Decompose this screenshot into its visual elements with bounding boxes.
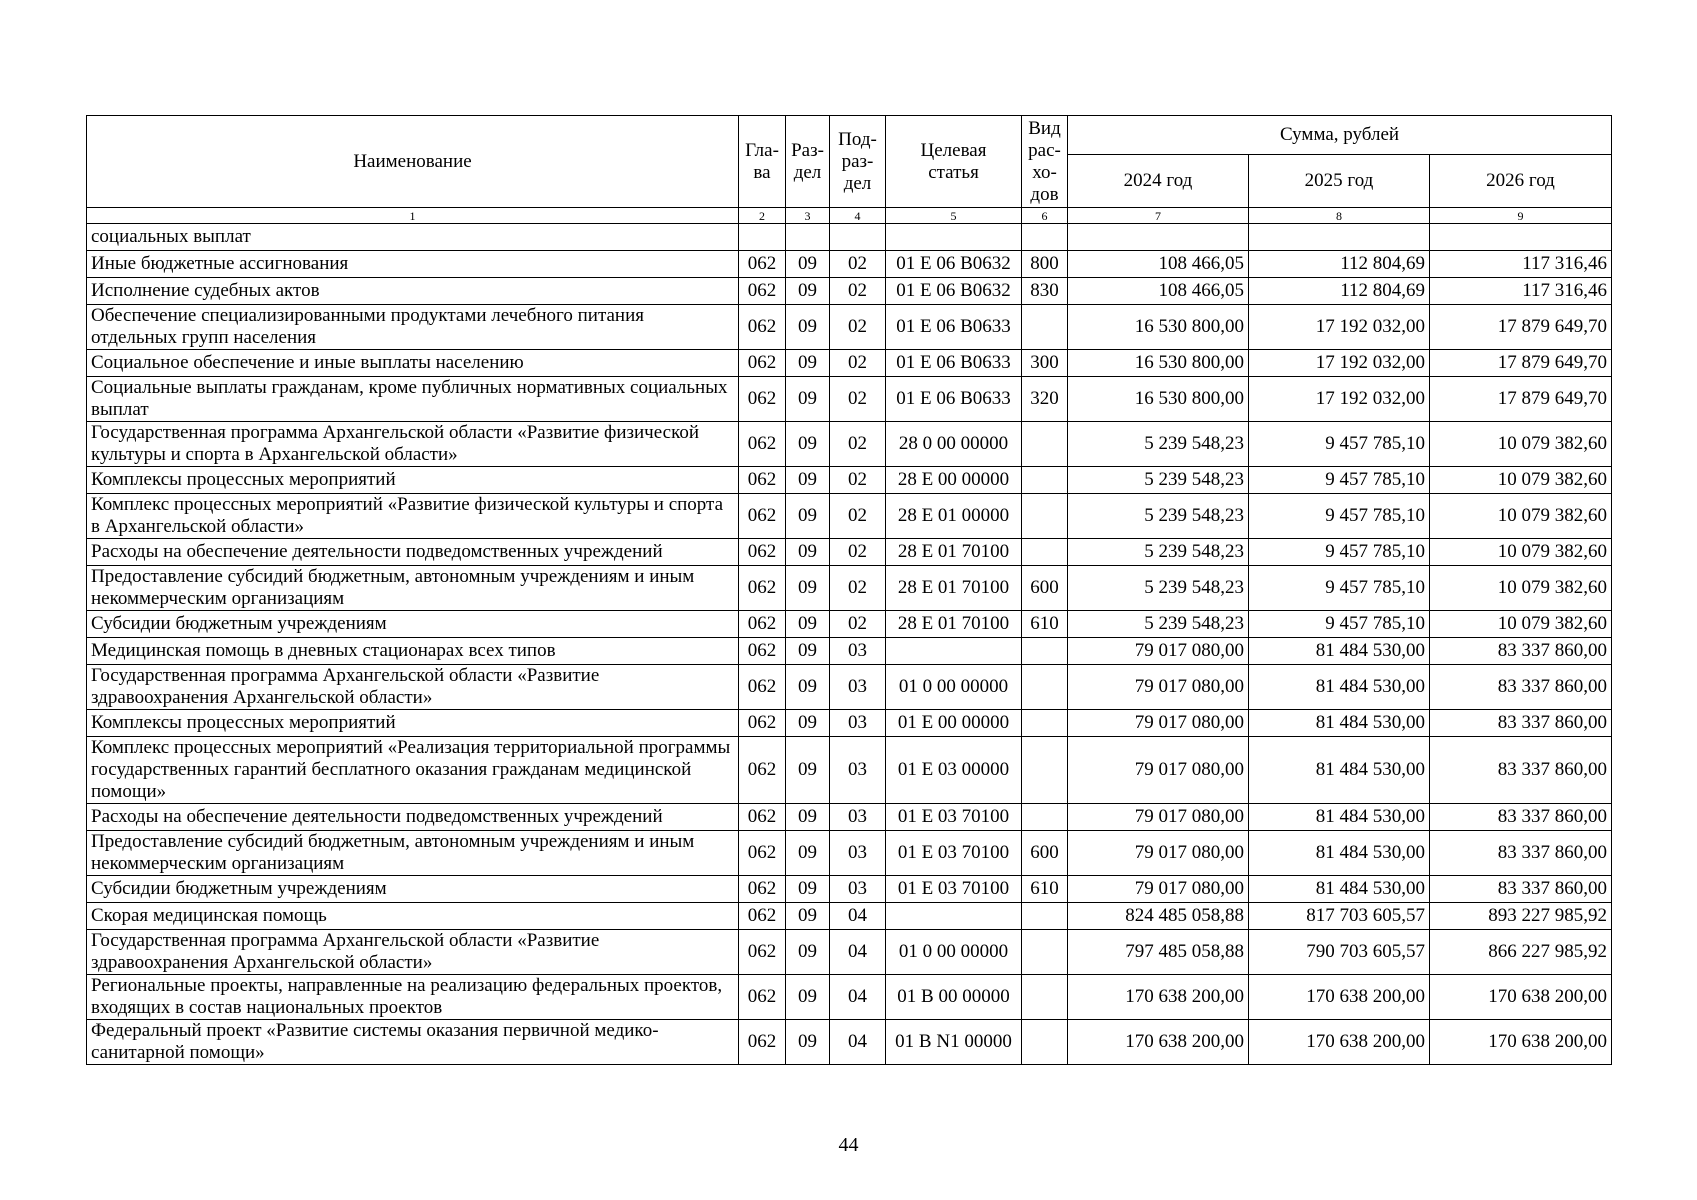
row-sum-2025: 9 457 785,10 bbox=[1249, 611, 1430, 638]
row-celevaya-statya: 28 Е 00 00000 bbox=[886, 467, 1022, 494]
row-sum-2026: 10 079 382,60 bbox=[1430, 566, 1612, 611]
row-celevaya-statya: 01 Е 00 00000 bbox=[886, 710, 1022, 737]
row-sum-2024: 79 017 080,00 bbox=[1068, 737, 1249, 804]
row-glava: 062 bbox=[739, 350, 786, 377]
row-vid-rashodov bbox=[1022, 665, 1068, 710]
row-sum-2024: 108 466,05 bbox=[1068, 251, 1249, 278]
row-sum-2025: 81 484 530,00 bbox=[1249, 876, 1430, 903]
row-sum-2026: 10 079 382,60 bbox=[1430, 539, 1612, 566]
row-sum-2025: 790 703 605,57 bbox=[1249, 930, 1430, 975]
row-vid-rashodov: 830 bbox=[1022, 278, 1068, 305]
row-vid-rashodov bbox=[1022, 638, 1068, 665]
row-celevaya-statya: 28 Е 01 70100 bbox=[886, 566, 1022, 611]
row-name: Скорая медицинская помощь bbox=[87, 903, 739, 930]
row-vid-rashodov: 610 bbox=[1022, 876, 1068, 903]
row-vid-rashodov: 600 bbox=[1022, 566, 1068, 611]
row-name: Государственная программа Архангельской области «Развитие здравоохранения Архангельской области» bbox=[87, 930, 739, 975]
row-sum-2024: 824 485 058,88 bbox=[1068, 903, 1249, 930]
row-podrazdel: 02 bbox=[830, 539, 886, 566]
table-row bbox=[87, 251, 1612, 278]
row-vid-rashodov: 610 bbox=[1022, 611, 1068, 638]
row-razdel: 09 bbox=[786, 804, 830, 831]
header-glava: Гла- ва bbox=[739, 116, 786, 208]
row-name: Исполнение судебных актов bbox=[87, 278, 739, 305]
table-row bbox=[87, 737, 1612, 804]
row-name: Комплексы процессных мероприятий bbox=[87, 710, 739, 737]
row-sum-2024: 79 017 080,00 bbox=[1068, 665, 1249, 710]
row-name: Предоставление субсидий бюджетным, автономным учреждениям и иным некоммерческим организациям bbox=[87, 566, 739, 611]
row-sum-2026: 17 879 649,70 bbox=[1430, 305, 1612, 350]
row-razdel: 09 bbox=[786, 350, 830, 377]
row-sum-2026: 117 316,46 bbox=[1430, 278, 1612, 305]
row-razdel: 09 bbox=[786, 377, 830, 422]
row-glava: 062 bbox=[739, 930, 786, 975]
table-row bbox=[87, 975, 1612, 1020]
row-sum-2024: 79 017 080,00 bbox=[1068, 876, 1249, 903]
row-sum-2026: 83 337 860,00 bbox=[1430, 638, 1612, 665]
row-vid-rashodov: 600 bbox=[1022, 831, 1068, 876]
row-vid-rashodov bbox=[1022, 804, 1068, 831]
row-glava: 062 bbox=[739, 710, 786, 737]
table-row bbox=[87, 611, 1612, 638]
row-podrazdel: 02 bbox=[830, 422, 886, 467]
column-index: 9 bbox=[1430, 208, 1612, 224]
header-celevaya-statya: Целевая статья bbox=[886, 116, 1022, 208]
row-celevaya-statya: 01 Е 06 В0633 bbox=[886, 377, 1022, 422]
row-celevaya-statya: 01 Е 03 70100 bbox=[886, 831, 1022, 876]
row-name: Иные бюджетные ассигнования bbox=[87, 251, 739, 278]
table-row bbox=[87, 831, 1612, 876]
row-sum-2025: 17 192 032,00 bbox=[1249, 377, 1430, 422]
row-sum-2024: 797 485 058,88 bbox=[1068, 930, 1249, 975]
row-sum-2024: 79 017 080,00 bbox=[1068, 831, 1249, 876]
table-row bbox=[87, 539, 1612, 566]
row-glava: 062 bbox=[739, 975, 786, 1020]
row-sum-2025: 9 457 785,10 bbox=[1249, 539, 1430, 566]
row-sum-2024: 108 466,05 bbox=[1068, 278, 1249, 305]
row-sum-2024 bbox=[1068, 224, 1249, 251]
row-sum-2026: 17 879 649,70 bbox=[1430, 377, 1612, 422]
row-name: Федеральный проект «Развитие системы оказания первичной медико-санитарной помощи» bbox=[87, 1020, 739, 1065]
row-sum-2024: 79 017 080,00 bbox=[1068, 710, 1249, 737]
table-row bbox=[87, 665, 1612, 710]
row-glava: 062 bbox=[739, 804, 786, 831]
row-sum-2025: 81 484 530,00 bbox=[1249, 710, 1430, 737]
row-vid-rashodov bbox=[1022, 737, 1068, 804]
row-sum-2026: 10 079 382,60 bbox=[1430, 422, 1612, 467]
row-celevaya-statya: 01 Е 06 В0633 bbox=[886, 305, 1022, 350]
row-sum-2026: 83 337 860,00 bbox=[1430, 737, 1612, 804]
row-glava: 062 bbox=[739, 422, 786, 467]
column-index-row bbox=[87, 208, 1612, 224]
row-razdel: 09 bbox=[786, 710, 830, 737]
row-vid-rashodov: 320 bbox=[1022, 377, 1068, 422]
row-sum-2024: 5 239 548,23 bbox=[1068, 611, 1249, 638]
row-glava: 062 bbox=[739, 494, 786, 539]
row-razdel: 09 bbox=[786, 930, 830, 975]
row-vid-rashodov bbox=[1022, 975, 1068, 1020]
row-sum-2026: 83 337 860,00 bbox=[1430, 876, 1612, 903]
row-celevaya-statya: 01 Е 03 70100 bbox=[886, 804, 1022, 831]
row-name: Субсидии бюджетным учреждениям bbox=[87, 611, 739, 638]
row-sum-2025: 81 484 530,00 bbox=[1249, 804, 1430, 831]
row-glava: 062 bbox=[739, 876, 786, 903]
column-index: 1 bbox=[87, 208, 739, 224]
row-podrazdel bbox=[830, 224, 886, 251]
row-razdel: 09 bbox=[786, 831, 830, 876]
row-name: Расходы на обеспечение деятельности подведомственных учреждений bbox=[87, 804, 739, 831]
table-row bbox=[87, 494, 1612, 539]
row-name: социальных выплат bbox=[87, 224, 739, 251]
row-vid-rashodov bbox=[1022, 903, 1068, 930]
row-sum-2025: 817 703 605,57 bbox=[1249, 903, 1430, 930]
page-number: 44 bbox=[838, 1134, 859, 1156]
column-index: 2 bbox=[739, 208, 786, 224]
header-vid-rashodov: Вид рас- хо- дов bbox=[1022, 116, 1068, 208]
row-name: Субсидии бюджетным учреждениям bbox=[87, 876, 739, 903]
column-index: 5 bbox=[886, 208, 1022, 224]
header-year-2024: 2024 год bbox=[1068, 155, 1249, 208]
row-sum-2024: 5 239 548,23 bbox=[1068, 566, 1249, 611]
table-row bbox=[87, 422, 1612, 467]
row-glava: 062 bbox=[739, 638, 786, 665]
header-razdel: Раз- дел bbox=[786, 116, 830, 208]
table-row bbox=[87, 377, 1612, 422]
row-podrazdel: 02 bbox=[830, 251, 886, 278]
row-sum-2025: 170 638 200,00 bbox=[1249, 975, 1430, 1020]
row-podrazdel: 02 bbox=[830, 467, 886, 494]
row-name: Государственная программа Архангельской области «Развитие здравоохранения Архангельской области» bbox=[87, 665, 739, 710]
row-vid-rashodov: 300 bbox=[1022, 350, 1068, 377]
row-vid-rashodov bbox=[1022, 467, 1068, 494]
row-razdel: 09 bbox=[786, 611, 830, 638]
row-sum-2026: 893 227 985,92 bbox=[1430, 903, 1612, 930]
table-row bbox=[87, 224, 1612, 251]
row-glava: 062 bbox=[739, 251, 786, 278]
row-vid-rashodov bbox=[1022, 539, 1068, 566]
row-sum-2024: 16 530 800,00 bbox=[1068, 377, 1249, 422]
row-podrazdel: 03 bbox=[830, 737, 886, 804]
header-year-2026: 2026 год bbox=[1430, 155, 1612, 208]
row-sum-2024: 5 239 548,23 bbox=[1068, 467, 1249, 494]
row-podrazdel: 04 bbox=[830, 930, 886, 975]
table-row bbox=[87, 903, 1612, 930]
row-celevaya-statya: 01 В N1 00000 bbox=[886, 1020, 1022, 1065]
row-glava: 062 bbox=[739, 1020, 786, 1065]
row-razdel: 09 bbox=[786, 251, 830, 278]
row-celevaya-statya: 01 Е 03 70100 bbox=[886, 876, 1022, 903]
table-row bbox=[87, 305, 1612, 350]
row-sum-2026: 83 337 860,00 bbox=[1430, 665, 1612, 710]
row-glava: 062 bbox=[739, 831, 786, 876]
table-row bbox=[87, 1020, 1612, 1065]
row-sum-2026: 10 079 382,60 bbox=[1430, 611, 1612, 638]
header-summa: Сумма, рублей bbox=[1068, 116, 1612, 155]
row-razdel: 09 bbox=[786, 975, 830, 1020]
row-sum-2024: 79 017 080,00 bbox=[1068, 638, 1249, 665]
row-glava: 062 bbox=[739, 903, 786, 930]
row-sum-2024: 5 239 548,23 bbox=[1068, 494, 1249, 539]
row-name: Социальные выплаты гражданам, кроме публичных нормативных социальных выплат bbox=[87, 377, 739, 422]
row-sum-2025: 9 457 785,10 bbox=[1249, 566, 1430, 611]
row-name: Обеспечение специализированными продуктами лечебного питания отдельных групп населения bbox=[87, 305, 739, 350]
row-celevaya-statya: 28 Е 01 00000 bbox=[886, 494, 1022, 539]
row-glava: 062 bbox=[739, 665, 786, 710]
row-sum-2026 bbox=[1430, 224, 1612, 251]
row-glava: 062 bbox=[739, 467, 786, 494]
row-sum-2025: 9 457 785,10 bbox=[1249, 494, 1430, 539]
row-name: Комплекс процессных мероприятий «Развитие физической культуры и спорта в Архангельской области» bbox=[87, 494, 739, 539]
row-vid-rashodov bbox=[1022, 305, 1068, 350]
row-podrazdel: 02 bbox=[830, 494, 886, 539]
row-razdel bbox=[786, 224, 830, 251]
row-sum-2024: 16 530 800,00 bbox=[1068, 350, 1249, 377]
row-sum-2025 bbox=[1249, 224, 1430, 251]
row-razdel: 09 bbox=[786, 665, 830, 710]
row-vid-rashodov bbox=[1022, 422, 1068, 467]
row-podrazdel: 02 bbox=[830, 566, 886, 611]
row-razdel: 09 bbox=[786, 638, 830, 665]
row-razdel: 09 bbox=[786, 278, 830, 305]
row-podrazdel: 04 bbox=[830, 903, 886, 930]
row-sum-2026: 866 227 985,92 bbox=[1430, 930, 1612, 975]
row-podrazdel: 02 bbox=[830, 350, 886, 377]
row-razdel: 09 bbox=[786, 494, 830, 539]
row-sum-2025: 112 804,69 bbox=[1249, 251, 1430, 278]
row-podrazdel: 03 bbox=[830, 804, 886, 831]
row-sum-2026: 170 638 200,00 bbox=[1430, 1020, 1612, 1065]
row-podrazdel: 02 bbox=[830, 305, 886, 350]
row-sum-2026: 83 337 860,00 bbox=[1430, 831, 1612, 876]
table-row bbox=[87, 710, 1612, 737]
row-podrazdel: 02 bbox=[830, 278, 886, 305]
column-index: 3 bbox=[786, 208, 830, 224]
table-row bbox=[87, 278, 1612, 305]
table-row bbox=[87, 804, 1612, 831]
row-celevaya-statya: 28 Е 01 70100 bbox=[886, 539, 1022, 566]
row-vid-rashodov bbox=[1022, 224, 1068, 251]
row-name: Медицинская помощь в дневных стационарах всех типов bbox=[87, 638, 739, 665]
row-celevaya-statya bbox=[886, 224, 1022, 251]
table-row bbox=[87, 566, 1612, 611]
row-glava: 062 bbox=[739, 737, 786, 804]
row-sum-2025: 9 457 785,10 bbox=[1249, 467, 1430, 494]
row-razdel: 09 bbox=[786, 566, 830, 611]
column-index: 8 bbox=[1249, 208, 1430, 224]
row-razdel: 09 bbox=[786, 737, 830, 804]
row-sum-2025: 81 484 530,00 bbox=[1249, 831, 1430, 876]
row-podrazdel: 03 bbox=[830, 876, 886, 903]
row-celevaya-statya: 01 Е 06 В0632 bbox=[886, 251, 1022, 278]
row-podrazdel: 03 bbox=[830, 638, 886, 665]
row-sum-2025: 170 638 200,00 bbox=[1249, 1020, 1430, 1065]
row-podrazdel: 02 bbox=[830, 377, 886, 422]
row-sum-2025: 17 192 032,00 bbox=[1249, 350, 1430, 377]
row-name: Предоставление субсидий бюджетным, автономным учреждениям и иным некоммерческим организациям bbox=[87, 831, 739, 876]
row-vid-rashodov bbox=[1022, 494, 1068, 539]
row-razdel: 09 bbox=[786, 422, 830, 467]
row-sum-2026: 117 316,46 bbox=[1430, 251, 1612, 278]
row-sum-2025: 81 484 530,00 bbox=[1249, 737, 1430, 804]
row-sum-2025: 81 484 530,00 bbox=[1249, 665, 1430, 710]
row-name: Государственная программа Архангельской области «Развитие физической культуры и спорта в Архангельской области» bbox=[87, 422, 739, 467]
row-glava: 062 bbox=[739, 611, 786, 638]
table-row bbox=[87, 876, 1612, 903]
row-razdel: 09 bbox=[786, 467, 830, 494]
row-celevaya-statya: 01 0 00 00000 bbox=[886, 665, 1022, 710]
row-vid-rashodov bbox=[1022, 710, 1068, 737]
row-sum-2025: 112 804,69 bbox=[1249, 278, 1430, 305]
row-podrazdel: 02 bbox=[830, 611, 886, 638]
row-name: Комплексы процессных мероприятий bbox=[87, 467, 739, 494]
row-sum-2025: 81 484 530,00 bbox=[1249, 638, 1430, 665]
row-razdel: 09 bbox=[786, 1020, 830, 1065]
budget-table bbox=[86, 115, 1612, 1065]
row-podrazdel: 04 bbox=[830, 1020, 886, 1065]
table-row bbox=[87, 350, 1612, 377]
row-celevaya-statya: 01 В 00 00000 bbox=[886, 975, 1022, 1020]
row-glava: 062 bbox=[739, 278, 786, 305]
row-sum-2026: 10 079 382,60 bbox=[1430, 467, 1612, 494]
row-sum-2024: 79 017 080,00 bbox=[1068, 804, 1249, 831]
row-sum-2026: 17 879 649,70 bbox=[1430, 350, 1612, 377]
row-celevaya-statya bbox=[886, 903, 1022, 930]
column-index: 7 bbox=[1068, 208, 1249, 224]
row-sum-2024: 16 530 800,00 bbox=[1068, 305, 1249, 350]
header-row bbox=[87, 116, 1612, 155]
table-row bbox=[87, 930, 1612, 975]
row-name: Региональные проекты, направленные на реализацию федеральных проектов, входящих в состав национальных проектов bbox=[87, 975, 739, 1020]
row-sum-2024: 5 239 548,23 bbox=[1068, 422, 1249, 467]
column-index: 4 bbox=[830, 208, 886, 224]
row-glava: 062 bbox=[739, 377, 786, 422]
row-podrazdel: 03 bbox=[830, 710, 886, 737]
row-name: Социальное обеспечение и иные выплаты населению bbox=[87, 350, 739, 377]
row-sum-2026: 83 337 860,00 bbox=[1430, 710, 1612, 737]
row-glava bbox=[739, 224, 786, 251]
row-sum-2024: 5 239 548,23 bbox=[1068, 539, 1249, 566]
row-sum-2026: 170 638 200,00 bbox=[1430, 975, 1612, 1020]
row-glava: 062 bbox=[739, 305, 786, 350]
row-sum-2024: 170 638 200,00 bbox=[1068, 975, 1249, 1020]
row-glava: 062 bbox=[739, 539, 786, 566]
row-sum-2026: 83 337 860,00 bbox=[1430, 804, 1612, 831]
row-podrazdel: 03 bbox=[830, 831, 886, 876]
row-vid-rashodov: 800 bbox=[1022, 251, 1068, 278]
table-row bbox=[87, 638, 1612, 665]
row-sum-2026: 10 079 382,60 bbox=[1430, 494, 1612, 539]
row-celevaya-statya: 28 0 00 00000 bbox=[886, 422, 1022, 467]
row-razdel: 09 bbox=[786, 903, 830, 930]
column-index: 6 bbox=[1022, 208, 1068, 224]
row-celevaya-statya: 01 0 00 00000 bbox=[886, 930, 1022, 975]
row-celevaya-statya: 01 Е 06 В0633 bbox=[886, 350, 1022, 377]
header-name: Наименование bbox=[87, 116, 739, 208]
row-podrazdel: 04 bbox=[830, 975, 886, 1020]
row-razdel: 09 bbox=[786, 876, 830, 903]
row-sum-2025: 9 457 785,10 bbox=[1249, 422, 1430, 467]
row-name: Комплекс процессных мероприятий «Реализация территориальной программы государственных гарантий бесплатного оказания гражданам медицинской помощи» bbox=[87, 737, 739, 804]
row-celevaya-statya: 28 Е 01 70100 bbox=[886, 611, 1022, 638]
row-celevaya-statya bbox=[886, 638, 1022, 665]
row-glava: 062 bbox=[739, 566, 786, 611]
header-year-2025: 2025 год bbox=[1249, 155, 1430, 208]
row-sum-2024: 170 638 200,00 bbox=[1068, 1020, 1249, 1065]
row-razdel: 09 bbox=[786, 539, 830, 566]
table-row bbox=[87, 467, 1612, 494]
row-vid-rashodov bbox=[1022, 930, 1068, 975]
row-name: Расходы на обеспечение деятельности подведомственных учреждений bbox=[87, 539, 739, 566]
row-sum-2025: 17 192 032,00 bbox=[1249, 305, 1430, 350]
row-vid-rashodov bbox=[1022, 1020, 1068, 1065]
row-podrazdel: 03 bbox=[830, 665, 886, 710]
header-podrazdel: Под- раз- дел bbox=[830, 116, 886, 208]
row-celevaya-statya: 01 Е 03 00000 bbox=[886, 737, 1022, 804]
row-razdel: 09 bbox=[786, 305, 830, 350]
row-celevaya-statya: 01 Е 06 В0632 bbox=[886, 278, 1022, 305]
